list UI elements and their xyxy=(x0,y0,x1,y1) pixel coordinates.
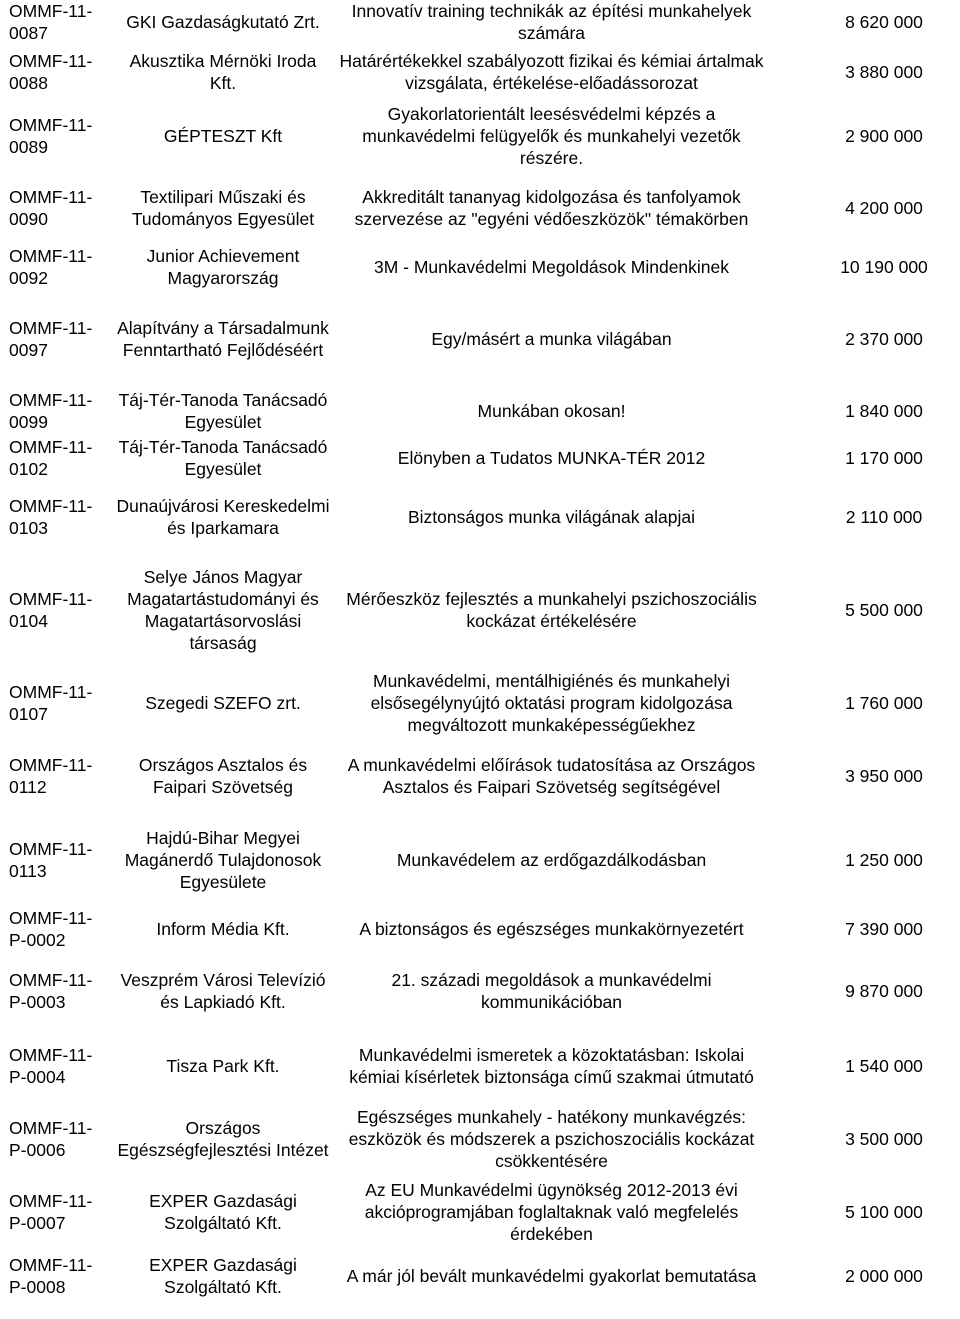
project-id-cell: OMMF-11- 0112 xyxy=(9,754,93,797)
organization-cell: Veszprém Városi Televízió és Lapkiadó Kft. xyxy=(120,969,326,1012)
organization-cell: GKI Gazdaságkutató Zrt. xyxy=(126,12,320,32)
organization-cell: Textilipari Műszaki és Tudományos Egyesület xyxy=(131,186,315,229)
organization-cell: Táj-Tér-Tanoda Tanácsadó Egyesület xyxy=(118,436,328,479)
project-title-cell: A biztonságos és egészséges munkakörnyezetért xyxy=(359,919,744,939)
project-title-cell: Határértékekkel szabályozott fizikai és kémiai ártalmak vizsgálata, értékelése-előadássorozat xyxy=(339,50,764,93)
table-row xyxy=(0,1030,960,1102)
project-id-cell: OMMF-11- 0107 xyxy=(9,681,93,724)
grant-amount-cell: 2 900 000 xyxy=(845,125,923,146)
project-id-cell: OMMF-11- P-0004 xyxy=(9,1045,93,1087)
project-title-cell: Akkreditált tananyag kidolgozása és tanfolyamok szervezése az "egyéni védőeszközök" témakörben xyxy=(354,186,749,229)
table-row xyxy=(0,666,960,739)
project-id-cell: OMMF-11- P-0008 xyxy=(9,1255,93,1297)
organization-cell: Akusztika Mérnöki Iroda Kft. xyxy=(129,50,317,93)
project-title-cell: Gyakorlatorientált leesésvédelmi képzés a munkavédelmi felügyelők és munkahelyi vezetők részére. xyxy=(362,103,741,168)
grant-amount-cell: 7 390 000 xyxy=(845,919,923,939)
project-id-cell: OMMF-11- 0113 xyxy=(9,838,93,881)
organization-cell: Táj-Tér-Tanoda Tanácsadó Egyesület xyxy=(118,390,328,432)
organization-cell: Selye János Magyar Magatartástudományi és Magatartásorvoslási társaság xyxy=(127,566,319,653)
grant-amount-cell: 5 100 000 xyxy=(845,1201,923,1222)
table-row xyxy=(0,951,960,1030)
project-id-cell: OMMF-11- 0092 xyxy=(9,246,93,288)
table-row xyxy=(0,172,960,243)
table-row xyxy=(0,0,960,44)
project-id-cell: OMMF-11- 0090 xyxy=(9,186,93,229)
grant-amount-cell: 4 200 000 xyxy=(845,197,923,218)
project-title-cell: Elönyben a Tudatos MUNKA-TÉR 2012 xyxy=(397,447,706,468)
grant-amount-cell: 3 880 000 xyxy=(845,61,923,82)
table-row xyxy=(0,1248,960,1304)
grant-amount-cell: 3 500 000 xyxy=(845,1128,923,1149)
project-title-cell: Munkában okosan! xyxy=(477,401,626,421)
organization-cell: Tisza Park Kft. xyxy=(166,1056,280,1076)
project-title-cell: Munkavédelmi, mentálhigiénés és munkahelyi elsősegélynyújtó oktatási program kidolgozása megváltozott munkaképességűekhez xyxy=(370,670,733,735)
grant-amount-cell: 5 500 000 xyxy=(845,599,923,620)
table-row xyxy=(0,44,960,99)
grant-amount-cell: 9 870 000 xyxy=(845,980,923,1001)
organization-cell: Hajdú-Bihar Megyei Magánerdő Tulajdonosok Egyesülete xyxy=(124,827,322,892)
organization-cell: EXPER Gazdasági Szolgáltató Kft. xyxy=(149,1190,297,1233)
grant-amount-cell: 8 620 000 xyxy=(845,12,923,32)
project-id-cell: OMMF-11- 0087 xyxy=(9,1,93,43)
table-row xyxy=(0,99,960,172)
project-id-cell: OMMF-11- 0097 xyxy=(9,318,93,360)
project-id-cell: OMMF-11- 0088 xyxy=(9,50,93,93)
organization-cell: Dunaújvárosi Kereskedelmi és Iparkamara xyxy=(116,495,330,538)
table-row xyxy=(0,553,960,666)
project-title-cell: Biztonságos munka világának alapjai xyxy=(408,506,695,527)
project-id-cell: OMMF-11- P-0006 xyxy=(9,1117,93,1160)
table-row xyxy=(0,1175,960,1248)
grant-amount-cell: 2 000 000 xyxy=(845,1266,923,1286)
table-row xyxy=(0,291,960,387)
grant-amount-cell: 1 540 000 xyxy=(845,1056,923,1076)
table-row xyxy=(0,907,960,951)
organization-cell: EXPER Gazdasági Szolgáltató Kft. xyxy=(149,1255,297,1297)
grant-amount-cell: 10 190 000 xyxy=(840,257,928,277)
project-id-cell: OMMF-11- 0099 xyxy=(9,390,93,432)
organization-cell: Országos Egészségfejlesztési Intézet xyxy=(117,1117,329,1160)
organization-cell: Junior Achievement Magyarország xyxy=(146,246,300,288)
grant-amount-cell: 1 760 000 xyxy=(845,692,923,713)
table-row xyxy=(0,739,960,812)
organization-cell: Inform Média Kft. xyxy=(156,919,290,939)
table-row xyxy=(0,435,960,480)
project-title-cell: 21. századi megoldások a munkavédelmi kommunikációban xyxy=(391,969,712,1012)
table-row xyxy=(0,387,960,435)
organization-cell: GÉPTESZT Kft xyxy=(163,125,283,146)
project-title-cell: Mérőeszköz fejlesztés a munkahelyi pszichoszociális kockázat értékelésére xyxy=(346,588,757,631)
organization-cell: Alapítvány a Társadalmunk Fenntartható Fejlődéséért xyxy=(117,318,329,360)
organization-cell: Országos Asztalos és Faipari Szövetség xyxy=(138,754,308,797)
project-id-cell: OMMF-11- P-0002 xyxy=(9,908,93,950)
organization-cell: Szegedi SZEFO zrt. xyxy=(145,692,301,713)
table-row xyxy=(0,243,960,291)
project-id-cell: OMMF-11- 0089 xyxy=(9,114,93,157)
table-row xyxy=(0,480,960,553)
grant-amount-cell: 3 950 000 xyxy=(845,765,923,786)
project-id-cell: OMMF-11- P-0003 xyxy=(9,969,93,1012)
project-id-cell: OMMF-11- P-0007 xyxy=(9,1190,93,1233)
project-title-cell: Innovatív training technikák az építési munkahelyek számára xyxy=(351,1,752,43)
project-title-cell: 3M - Munkavédelmi Megoldások Mindenkinek xyxy=(373,257,730,277)
grant-amount-cell: 1 250 000 xyxy=(845,849,923,870)
grant-amount-cell: 1 170 000 xyxy=(845,447,923,468)
project-title-cell: Munkavédelmi ismeretek a közoktatásban: Iskolai kémiai kísérletek biztonsága című szakmai útmutató xyxy=(349,1045,754,1087)
project-title-cell: Munkavédelem az erdőgazdálkodásban xyxy=(396,849,707,870)
table-row xyxy=(0,1102,960,1175)
grant-amount-cell: 2 110 000 xyxy=(845,506,923,527)
project-id-cell: OMMF-11- 0103 xyxy=(9,495,93,538)
grant-amount-cell: 1 840 000 xyxy=(845,401,923,421)
table-row xyxy=(0,812,960,907)
project-title-cell: Az EU Munkavédelmi ügynökség 2012-2013 évi akcióprogramjában foglaltaknak való megfelelés érdekében xyxy=(364,1179,739,1244)
project-title-cell: A munkavédelmi előírások tudatosítása az Országos Asztalos és Faipari Szövetség segítségével xyxy=(347,754,756,797)
project-title-cell: A már jól bevált munkavédelmi gyakorlat bemutatása xyxy=(346,1266,757,1286)
project-id-cell: OMMF-11- 0104 xyxy=(9,588,93,631)
project-title-cell: Egészséges munkahely - hatékony munkavégzés: eszközök és módszerek a pszichoszociális kockázat csökkentésére xyxy=(348,1106,755,1171)
project-title-cell: Egy/másért a munka világában xyxy=(431,329,672,349)
project-id-cell: OMMF-11- 0102 xyxy=(9,436,93,479)
grant-amount-cell: 2 370 000 xyxy=(845,329,923,349)
